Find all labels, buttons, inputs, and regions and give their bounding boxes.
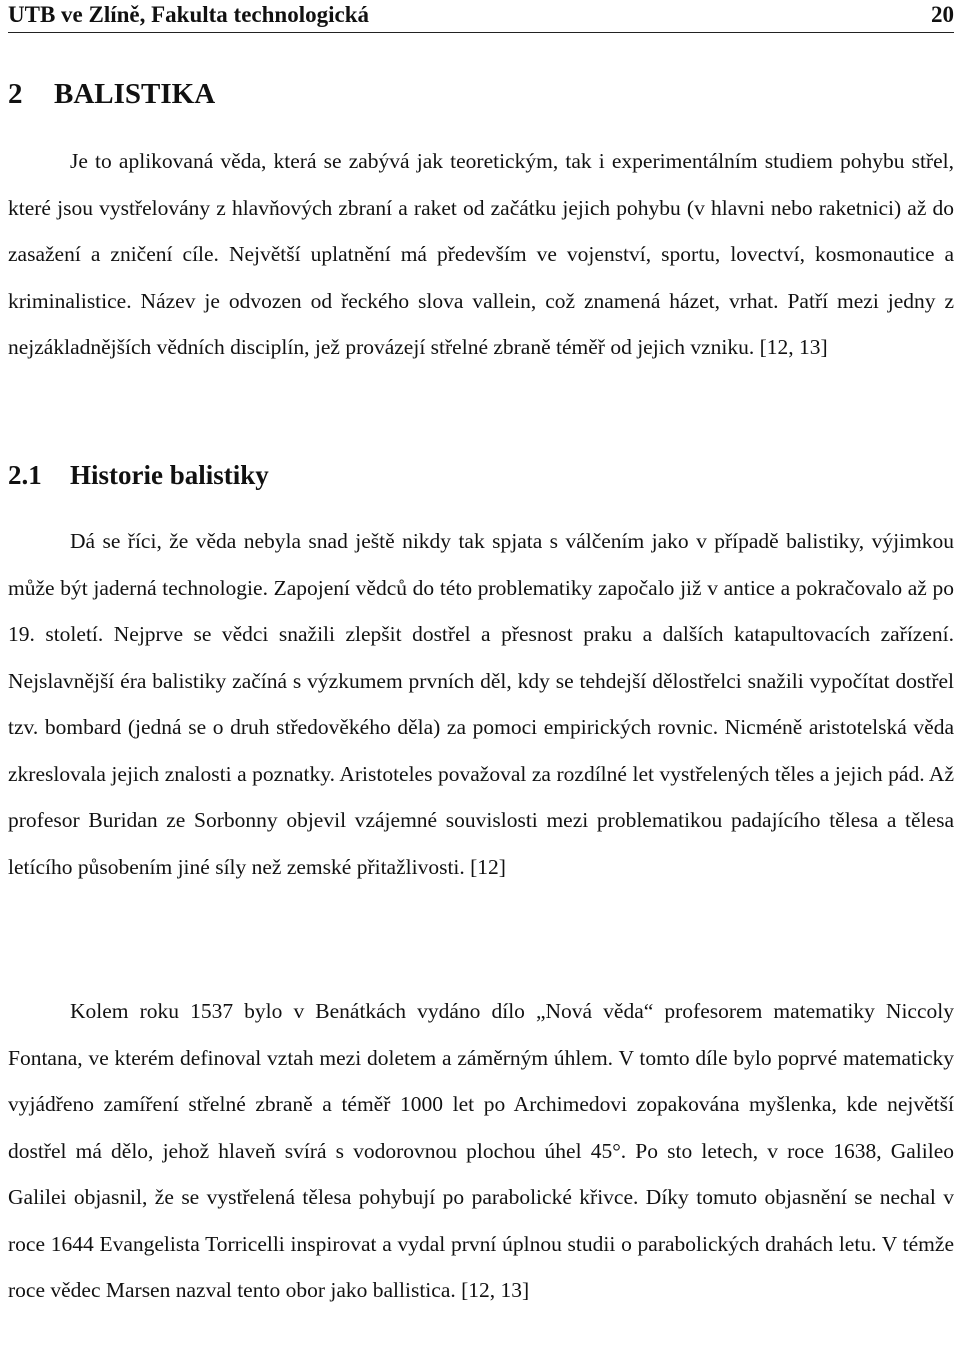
page-number: 20 [931,2,954,27]
history-paragraph-2: Kolem roku 1537 bylo v Benátkách vydáno dílo „Nová věda“ profesorem matematiky Niccoly Fontana, ve kterém definoval vztah mezi doletem a záměrným úhlem. V tomto díle bylo poprvé matematicky vyjádřeno zamíření střelné zbraně a téměř 1000 let po Archimedovi zopakována myšlenka, kde největší dostřel má dělo, jehož hlaveň svírá s vodorovnou plochou úhel 45°. Po sto letech, v roce 1638, Galileo Galilei objasnil, že se vystřelená tělesa pohybují po parabolické křivce. Díky tomuto objasnění se nechal v roce 1644 Evangelista Torricelli inspirovat a vydal první úplnou studii o parabolických drahách letu. V témže roce vědec Marsen nazval tento obor jako ballistica. [12, 13] [8,999,954,1302]
section-number: 2.1 [8,460,42,490]
intro-paragraph: Je to aplikovaná věda, která se zabývá jak teoretickým, tak i experimentálním studiem pohybu střel, které jsou vystřelovány z hlavňových zbraní a raket od začátku jejich pohybu (v hlavni nebo raketnici) až do zasažení a zničení cíle. Největší uplatnění má především ve vojenství, sportu, lovectví, kosmonautice a kriminalistice. Název je odvozen od řeckého slova vallein, což znamená házet, vrhat. Patří mezi jedny z nejzákladnějších vědních disciplín, jež provázejí střelné zbraně téměř od jejich vzniku. [12, 13] [8,149,954,359]
section-heading [8,460,269,491]
header-title: UTB ve Zlíně, Fakulta technologická [8,2,369,27]
history-paragraph-1: Dá se říci, že věda nebyla snad ještě nikdy tak spjata s válčením jako v případě balistiky, výjimkou může být jaderná technologie. Zapojení vědců do této problematiky započalo již v antice a pokračovalo až po 19. století. Nejprve se vědci snažili zlepšit dostřel a přesnost praku a dalších katapultovacích zařízení. Nejslavnější éra balistiky začíná s výzkumem prvních děl, kdy se tehdejší dělostřelci snažili vypočítat dostřel tzv. bombard (jedná se o druh středověkého děla) za pomoci empirických rovnic. Nicméně aristotelská věda zkreslovala jejich znalosti a poznatky. Aristoteles považoval za rozdílné let vystřelených těles a jejich pád. Až profesor Buridan ze Sorbonny objevil vzájemné souvislosti mezi problematikou padajícího tělesa a tělesa letícího působením jiné síly než zemské přitažlivosti. [12] [8,529,954,879]
page-header [8,0,954,33]
chapter-number: 2 [8,78,23,110]
chapter-heading [8,78,215,111]
section-title: Historie balistiky [70,460,269,490]
chapter-title: BALISTIKA [54,78,216,110]
